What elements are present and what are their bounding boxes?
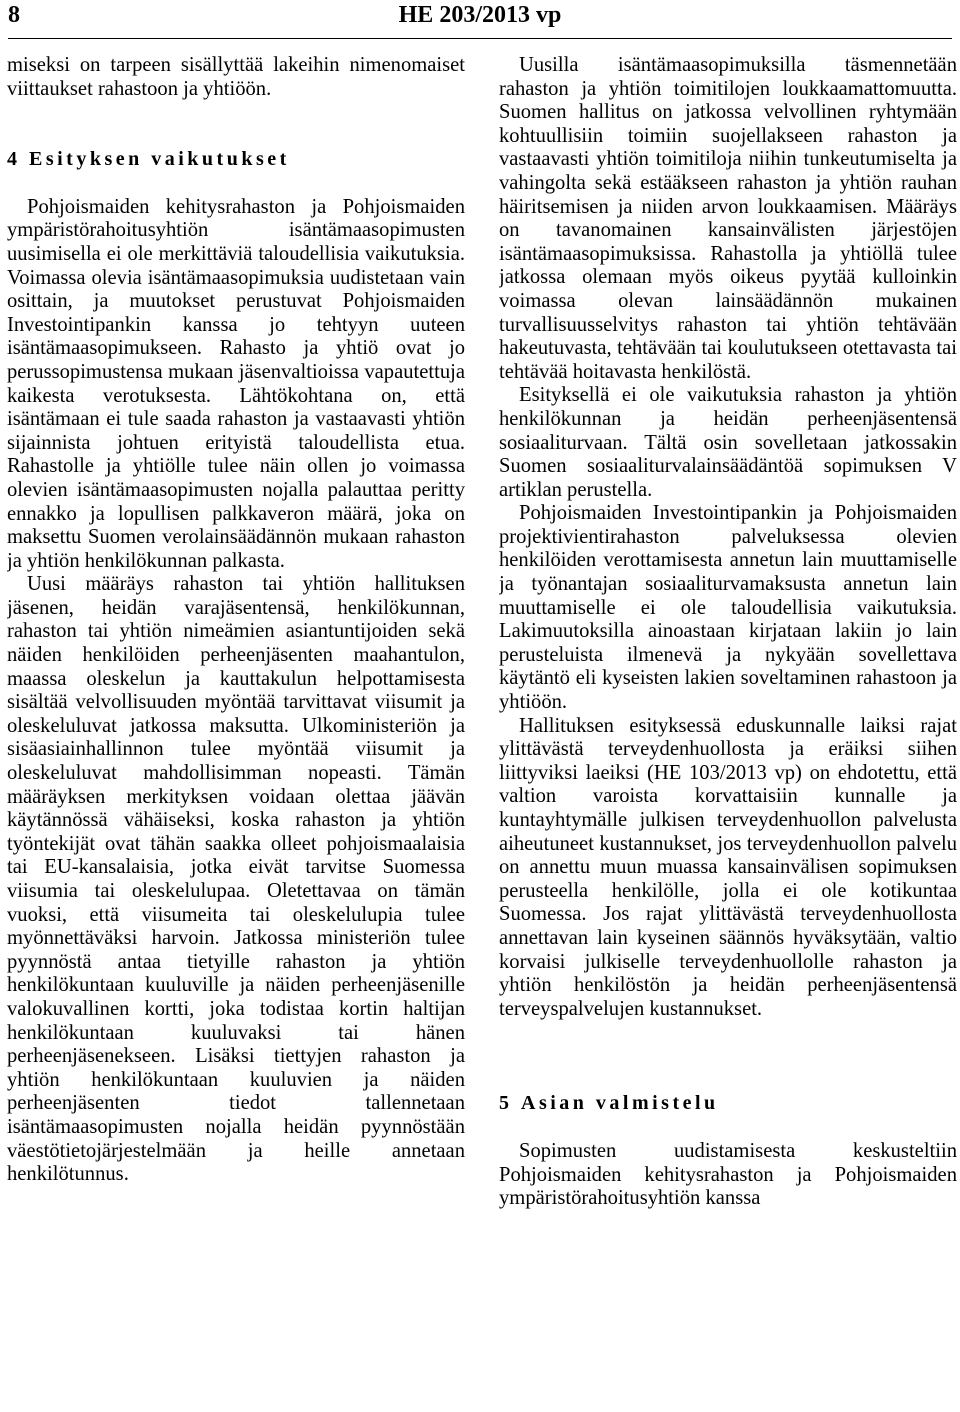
paragraph: Uusi määräys rahaston tai yhtiön hallituksen jäsenen, heidän varajäsentensä, henkilökunnan, rahaston tai yhtiön nimeämien asiantuntijoiden sekä näiden henkilöiden perheenjäsenten maahantulon, maassa oleskelun ja kauttakulun helpottamisesta sisältää velvollisuuden myöntää tarvittavat viisumit ja oleskeluluvat jatkossa maksutta. Ulkoministeriön ja sisäasiainhallinnon tulee myöntää viisumit ja oleskeluluvat mahdollisimman nopeasti. Tämän määräyksen merkityksen voidaan olettaa jäävän käytännössä vähäiseksi, koska rahaston ja yhtiön työntekijät ovat tähän saakka olleet pohjoismaalaisia tai EU-kansalaisia, jotka eivät tarvitse Suomessa viisumia tai oleskelulupaa. Oletettavaa on tämän vuoksi, että viisumeita tai oleskelulupia tulee myönnettäväksi harvoin. Jatkossa ministeriön tulee pyynnöstä antaa tietyille rahaston ja yhtiön henkilökuntaan kuuluville ja näiden perheenjäsenille valokuvallinen kortti, joka todistaa kortin haltijan henkilökuntaan kuuluvaksi tai hänen perheenjäsenekseen. Lisäksi tiettyjen rahaston ja yhtiön henkilökuntaan kuuluvien ja näiden perheenjäsenten tiedot tallennetaan isäntämaasopimusten nojalla heidän pyynnöstään väestötietojärjestelmään ja heille annetaan henkilötunnus. — [7, 573, 465, 1186]
paragraph: Pohjoismaiden kehitysrahaston ja Pohjoismaiden ympäristörahoitusyhtiön isäntämaasopimusten uusimisella ei ole merkittäviä taloudellisia vaikutuksia. Voimassa olevia isäntämaasopimuksia uudistetaan vain osittain, ja muutokset perustuvat Pohjoismaiden Investointipankin kanssa jo tehtyyn uuteen isäntämaasopimukseen. Rahasto ja yhtiö ovat jo perussopimustensa mukaan jäsenvaltioissa vapautettuja kaikesta verotuksesta. Lähtökohtana on, että isäntämaan ei tule saada rahaston ja vastaavasti yhtiön sijainnista johtuen erityistä taloudellista etua. Rahastolle ja yhtiölle tulee näin ollen jo voimassa olevien isäntämaasopimusten nojalla palauttaa peritty ennakko ja lopullisen palkkaveron määrä, joka on maksettu Suomen verolainsäädännön mukaan rahaston ja yhtiön henkilökunnan palkasta. — [7, 195, 465, 572]
intro-text: miseksi on tarpeen sisällyttää lakeihin nimenomaiset viittaukset rahastoon ja yhtiöön. — [7, 54, 465, 100]
spacer — [7, 172, 465, 196]
paragraph: Esityksellä ei ole vaikutuksia rahaston ja yhtiön henkilökunnan ja heidän perheenjäsentensä sosiaaliturvaan. Tältä osin sovelletaan jatkossakin Suomen sosiaaliturvalainsäädäntöä sopimuksen V artiklan perustella. — [499, 384, 957, 501]
section-title: Esityksen vaikutukset — [29, 148, 290, 171]
right-column — [499, 54, 957, 1404]
section-heading-5 — [499, 1092, 957, 1116]
spacer — [7, 101, 465, 148]
paragraph: Pohjoismaiden Investointipankin ja Pohjoismaiden projektivientirahaston palveluksessa olevien henkilöiden verottamisesta annetun lain muuttamiselle ja työnantajan sosiaaliturvamaksusta annetun lain muuttamiselle ei ole taloudellisia vaikutuksia. Lakimuutoksilla ainoastaan kirjataan lakiin jo lain perusteluista ilmenevä ja nykyään sovellettava käytäntö eli kyseisten lakien soveltaminen rahastoon ja yhtiöön. — [499, 502, 957, 714]
page-number: 8 — [8, 2, 20, 28]
spacer — [499, 1116, 957, 1140]
section-number: 5 — [499, 1092, 509, 1115]
page-header — [8, 0, 952, 40]
header-rule — [8, 38, 952, 39]
paragraph: Sopimusten uudistamisesta keskusteltiin Pohjoismaiden kehitysrahaston ja Pohjoismaiden ympäristörahoitusyhtiön kanssa — [499, 1139, 957, 1210]
document-id: HE 203/2013 vp — [398, 2, 562, 28]
section-title: Asian valmistelu — [521, 1092, 719, 1115]
section-heading-4 — [7, 148, 465, 172]
section-number: 4 — [7, 148, 17, 171]
spacer — [499, 1021, 957, 1092]
left-column — [7, 54, 465, 1404]
paragraph: Hallituksen esityksessä eduskunnalle laiksi rajat ylittävästä terveydenhuollosta ja eräiksi siihen liittyviksi laeiksi (HE 103/2013 vp) on ehdotettu, että valtion varoista korvattaisiin kunnalle ja kuntayhtymälle julkisen terveydenhuollon palvelusta aiheutuneet kustannukset, jos terveydenhuollon palvelu on annettu muun muassa kansainvälisen sopimuksen perusteella henkilölle, jolla ei ole kotikuntaa Suomessa. Jos rajat ylittävästä terveydenhuollosta annettavan lain kyseinen säännös hyväksytään, valtio korvaisi julkiselle terveydenhuollolle rahaston ja yhtiön henkilöstön ja heidän perheenjäsentensä terveyspalvelujen kustannukset. — [499, 714, 957, 1020]
paragraph: Uusilla isäntämaasopimuksilla täsmennetään rahaston ja yhtiön toimitilojen loukkaamattomuutta. Suomen hallitus on jatkossa velvollinen ryhtymään kohtuullisiin toimiin suojellakseen rahaston ja vastaavasti yhtiön toimitiloja niihin tunkeutumiselta ja vahingolta sekä estääkseen rahaston ja yhtiön rauhan häiritsemisen ja niiden arvon loukkaamisen. Määräys on tavanomainen kansainvälisten järjestöjen isäntämaasopimuksissa. Rahastolla ja yhtiöllä tulee jatkossa olemaan myös oikeus pyytää kulloinkin voimassa olevan lainsäädännön mukainen turvallisuusselvitys rahaston tai yhtiön tehtävään hakeutuvasta, tehtävään tai koulutukseen otettavasta tai tehtävää hoitavasta henkilöstä. — [499, 54, 957, 383]
